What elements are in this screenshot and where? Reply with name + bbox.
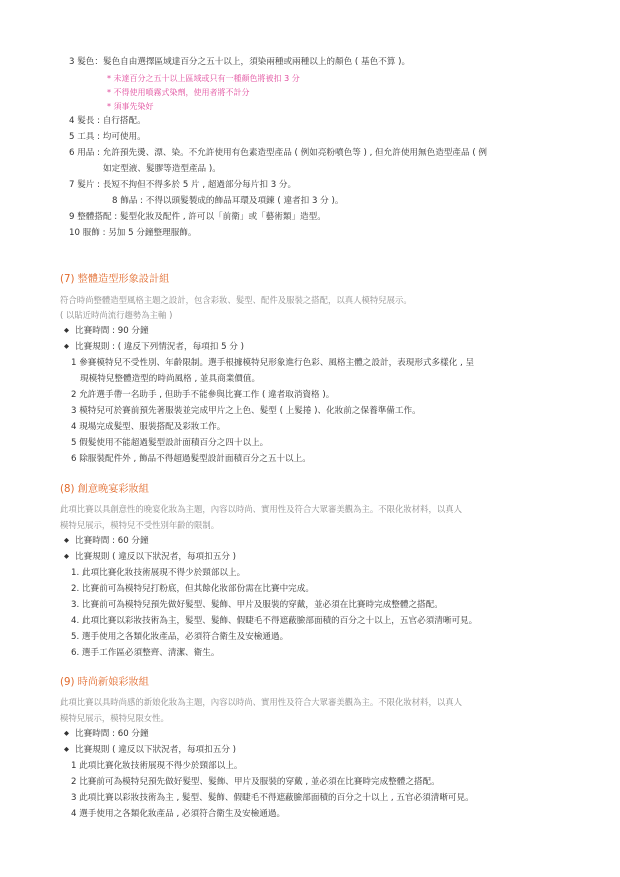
section-8-time: ◆ 比賽時間 : 60 分鐘 — [64, 535, 149, 548]
section-9-rules-title: ◆ 比賽規則 ( 違反以下狀況者，每項扣五分 ) — [64, 744, 236, 757]
section-7-rule-4: 4 現場完成髮型、服裝搭配及彩妝工作。 — [71, 422, 226, 432]
section-8-rule-6: 6. 選手工作區必須整齊、清潔、衛生。 — [71, 648, 220, 658]
rule-hair-color: 3 髮色：髮色自由選擇區域達百分之五十以上，須染兩種或兩種以上的顏色 ( 基色不算 )。 — [69, 57, 411, 67]
section-8-rules-title: ◆ 比賽規則 ( 違反以下狀況者，每項扣五分 ) — [64, 551, 236, 564]
section-7-desc: 符合時尚整體造型風格主題之設計，包含彩妝、髮型、配件及服裝之搭配，以真人模特兒展示。 — [60, 295, 412, 305]
section-9-rule-3: 3 此項比賽以彩妝技術為主 , 髮型、髮飾、假睫毛不得遮蔽臉部面積的百分之十以上 , 五官必須清晰可見。 — [71, 793, 474, 803]
section-7-rule-3: 3 模特兒可於賽前預先著服裝並完成甲片之上色、髮型 ( 上髮捲 )、化妝前之保養準備工作。 — [71, 406, 421, 416]
section-8-rule-4: 4. 此項比賽以彩妝技術為主，髮型、髮飾、假睫毛不得遮蔽臉部面積的百分之十以上，五官必須清晰可見。 — [71, 616, 478, 626]
rule-hair-pieces: 7 髮片 : 長短不拘但不得多於 5 片 , 超過部分每片扣 3 分。 — [69, 180, 297, 190]
rule-overall: 9 整體搭配 : 髮型化妝及配件 , 許可以「前衛」或「藝術類」造型。 — [69, 212, 326, 222]
note-predye: * 須事先染好 — [107, 102, 154, 111]
section-9-heading: (9) 時尚新娘彩妝組 — [60, 677, 149, 688]
section-7-rule-1-cont: 現模特兒整體造型的時尚風格 , 並具商業價值。 — [80, 374, 261, 384]
section-9-desc: 此項比賽以具時尚感的新娘化妝為主題，內容以時尚、實用性及符合大眾審美觀為主。不限化妝材料，以真人 — [60, 697, 462, 707]
section-7-rule-5: 5 假髮使用不能超過髮型設計面積百分之四十以上。 — [71, 438, 269, 448]
rule-tools: 5 工具 : 均可使用。 — [69, 132, 146, 142]
section-7-rule-6: 6 除服裝配件外 , 飾品不得超過髮型設計面積百分之五十以上。 — [71, 454, 311, 464]
section-7-rules-title: ◆ 比賽規則 : ( 違反下列情況者，每項扣 5 分 ) — [64, 341, 244, 354]
section-8-desc-cont: 模特兒展示，模特兒不受性別年齡的限制。 — [60, 520, 220, 530]
section-7-heading: (7) 整體造型形象設計組 — [60, 274, 170, 285]
section-9-rule-1: 1 此項比賽化妝技術展現不得少於頸部以上。 — [71, 761, 243, 771]
note-spray-dye: * 不得使用噴霧式染劑，使用者將不計分 — [107, 88, 250, 97]
rule-products-cont: 如定型液、髮膠等造型產品 )。 — [103, 164, 221, 174]
section-7-rule-1: 1 參賽模特兒不受性別、年齡限制。選手根據模特兒形象進行色彩、風格主體之設計，表現形式多樣化 , 呈 — [71, 358, 475, 368]
section-9-rule-4: 4 選手使用之各類化妝產品 , 必須符合衛生及安檢通過。 — [71, 809, 286, 819]
rule-accessories: 8 飾品 : 不得以頭髮製成的飾品耳環及項鍊 ( 違者扣 3 分 )。 — [112, 196, 344, 206]
section-9-rule-2: 2 比賽前可為模特兒預先做好髮型、髮飾、甲片及服裝的穿戴 , 並必須在比賽時完成整體之搭配。 — [71, 777, 440, 787]
section-8-rule-3: 3. 比賽前可為模特兒預先做好髮型、髮飾、甲片及服裝的穿戴，並必須在比賽時完成整體之搭配。 — [71, 600, 443, 610]
section-7-rule-2: 2 允許選手帶一名助手 , 但助手不能參與比賽工作 ( 違者取消資格 )。 — [71, 390, 335, 400]
section-8-desc: 此項比賽以具創意性的晚宴化妝為主題，內容以時尚、實用性及符合大眾審美觀為主。不限化妝材料，以真人 — [60, 504, 462, 514]
section-8-rule-5: 5. 選手使用之各類化妝產品，必須符合衛生及安檢通過。 — [71, 632, 289, 642]
note-color-area: * 未達百分之五十以上區域或只有一種顏色將被扣 3 分 — [107, 74, 300, 83]
section-7-desc-cont: ( 以貼近時尚流行趨勢為主軸 ) — [60, 310, 173, 320]
rule-clothing: 10 服飾 : 另加 5 分鐘整理服飾。 — [69, 228, 197, 238]
section-9-desc-cont: 模特兒展示，模特兒限女性。 — [60, 713, 169, 723]
section-8-rule-1: 1. 此項比賽化妝技術展現不得少於頸部以上。 — [71, 568, 246, 578]
rule-hair-length: 4 髮長 : 自行搭配。 — [69, 116, 146, 126]
section-9-time: ◆ 比賽時間 : 60 分鐘 — [64, 728, 149, 741]
section-8-heading: (8) 創意晚宴彩妝組 — [60, 484, 149, 495]
section-7-time: ◆ 比賽時間 : 90 分鐘 — [64, 325, 149, 338]
section-8-rule-2: 2. 比賽前可為模特兒打粉底，但其餘化妝部份需在比賽中完成。 — [71, 584, 314, 594]
rule-products: 6 用品 : 允許預先燙、漂、染。不允許使用有色素造型產品 ( 例如亮粉噴色等 ) , 但允許使用無色造型產品 ( 例 — [69, 148, 488, 158]
